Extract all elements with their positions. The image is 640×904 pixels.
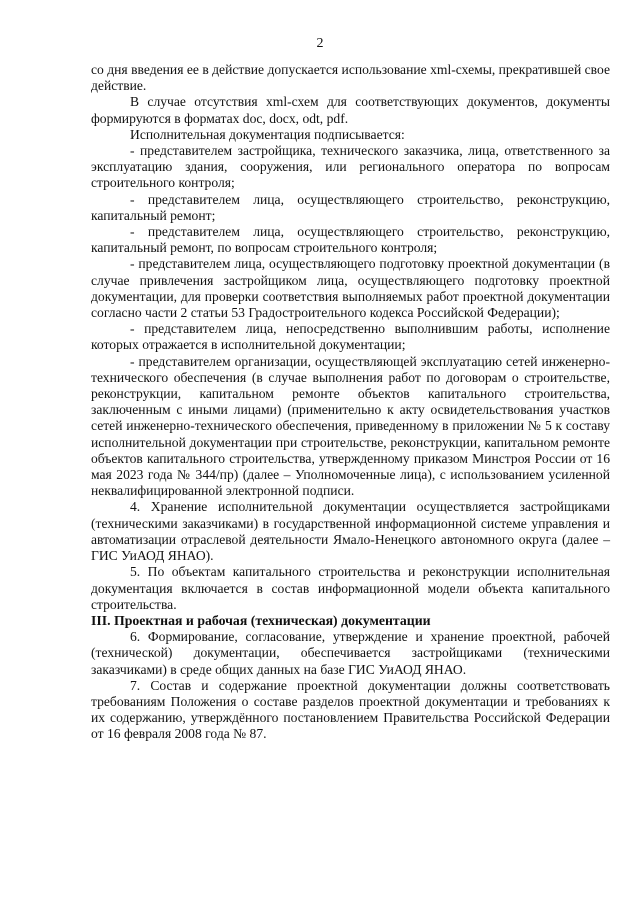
- paragraph: В случае отсутствия xml-схем для соответствующих документов, документы формируются в форматах doc, docx, odt, pdf.: [91, 94, 610, 126]
- paragraphs-bottom: [91, 629, 610, 742]
- list-item: - представителем лица, непосредственно выполнившим работы, исполнение которых отражается в исполнительной документации;: [91, 321, 610, 353]
- list-item: - представителем лица, осуществляющего строительство, реконструкцию, капитальный ремонт;: [91, 191, 610, 223]
- paragraph: 4. Хранение исполнительной документации осуществляется застройщиками (техническими заказчиками) в государственной информационной системе управления и автоматизации отраслевой деятельности Ямало-Ненецкого автономного округа (далее – ГИС УиАОД ЯНАО).: [91, 499, 610, 564]
- section-heading: III. Проектная и рабочая (техническая) документации: [91, 612, 431, 628]
- paragraph: 6. Формирование, согласование, утверждение и хранение проектной, рабочей (технической) документации, обеспечивается застройщиками (техническими заказчиками) в среде общих данных на базе ГИС УиАОД ЯНАО.: [91, 629, 610, 677]
- paragraph: 5. По объектам капитального строительства и реконструкции исполнительная документация включается в состав информационной модели объекта капитального строительства.: [91, 564, 610, 612]
- list-item: - представителем лица, осуществляющего подготовку проектной документации (в случае привлечения застройщиком лица, осуществляющего подготовку проектной документации, для проверки соответствия выполняемых работ проектной документации согласно части 2 статьи 53 Градостроительного кодекса Российской Федерации);: [91, 256, 610, 321]
- paragraph: со дня введения ее в действие допускается использование xml-схемы, прекратившей свое действие.: [91, 62, 610, 94]
- paragraph: Исполнительная документация подписывается:: [130, 126, 405, 142]
- paragraph: 7. Состав и содержание проектной документации должны соответствовать требованиям Положения о составе разделов проектной документации и требованиях к их содержанию, утверждённого постановлением Правительства Российской Федерации от 16 февраля 2008 года № 87.: [91, 677, 610, 742]
- page-number: 2: [316, 36, 324, 51]
- list-item: - представителем лица, осуществляющего строительство, реконструкцию, капитальный ремонт, по вопросам строительного контроля;: [91, 224, 610, 256]
- list-item: - представителем организации, осуществляющей эксплуатацию сетей инженерно-технического обеспечения (в случае выполнения работ по договорам о строительстве, реконструкции, капитальном ремонте объектов капитального строительства, заключенным с иными лицами) (применительно к акту освидетельствования участков сетей инженерно-технического обеспечения, приведенному в приложении № 5 к составу исполнительной документации при строительстве, реконструкции, капитальном ремонте объектов капитального строительства, утвержденному приказом Минстроя России от 16 мая 2023 года № 344/пр) (далее – Уполномоченные лица), с использованием усиленной неквалифицированной электронной подписи.: [91, 353, 610, 499]
- document-body: [91, 62, 610, 743]
- paragraphs-top: [91, 62, 610, 613]
- list-item: - представителем застройщика, технического заказчика, лица, ответственного за эксплуатацию здания, сооружения, или регионального оператора по вопросам строительного контроля;: [91, 143, 610, 191]
